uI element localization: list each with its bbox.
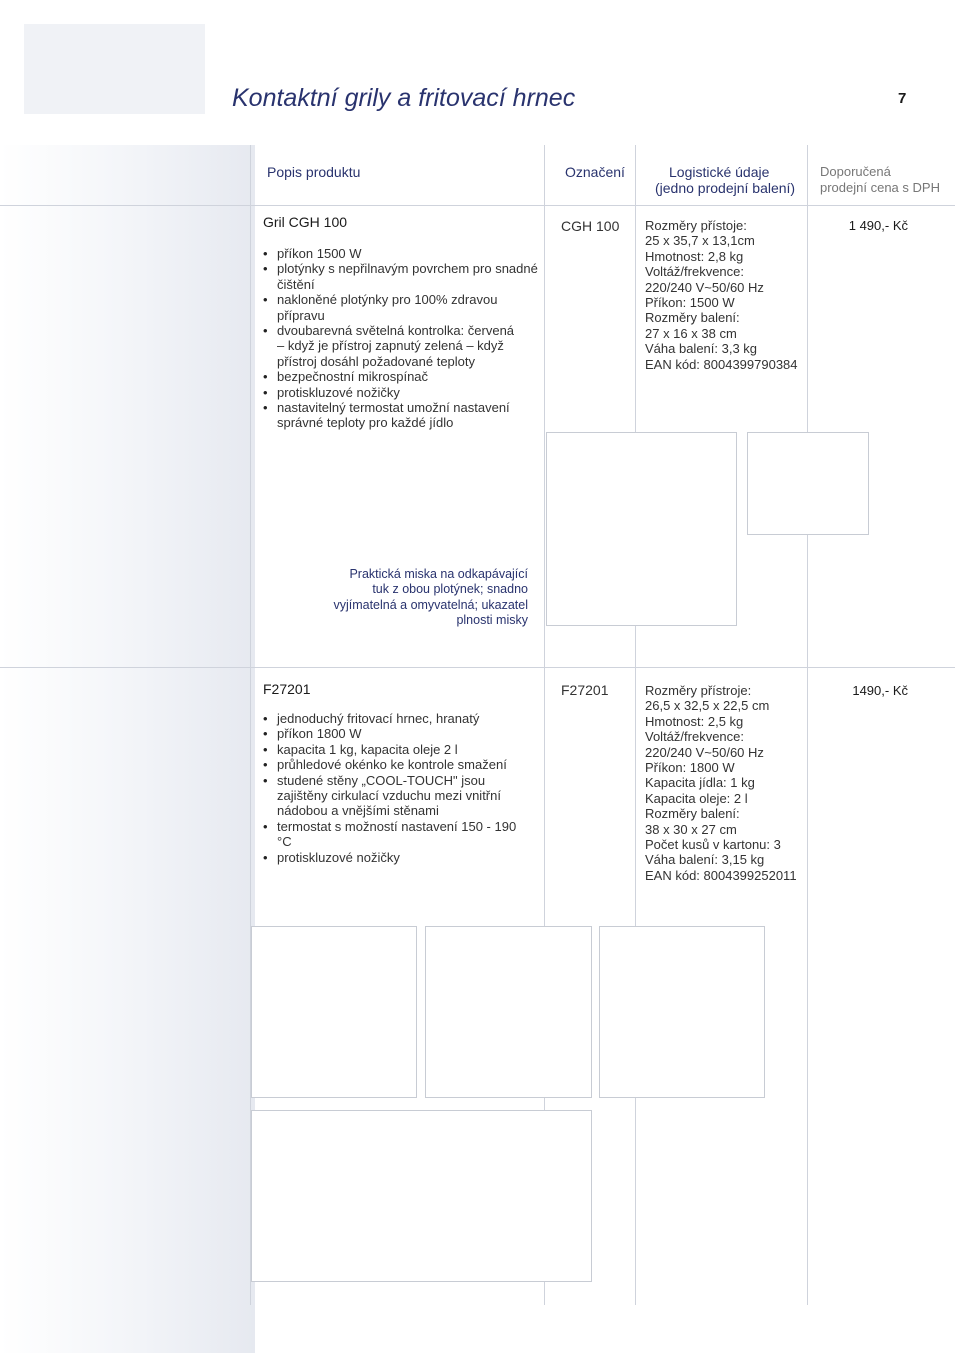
header-divider	[0, 205, 955, 206]
product-photo	[251, 1110, 592, 1282]
logistics-line: Rozměry přístroje:	[645, 683, 752, 698]
feature-item: • plotýnky s nepřilnavým povrchem pro snadné čištění	[263, 261, 538, 292]
product-price: 1490,- Kč	[852, 683, 908, 698]
logistics-line: Rozměry balení:	[645, 806, 740, 822]
product-price: 1 490,- Kč	[848, 218, 908, 233]
side-gradient-panel	[0, 145, 255, 1353]
logistics-line: Voltáž/frekvence:	[645, 729, 744, 745]
feature-item: • nakloněné plotýnky pro 100% zdravou přípravu	[263, 292, 538, 323]
logistics-line: 38 x 30 x 27 cm	[645, 821, 737, 837]
product-photo	[599, 926, 765, 1098]
page-title: Kontaktní grily a fritovací hrnec	[232, 84, 576, 112]
feature-list	[263, 246, 538, 431]
logistics-line: Příkon: 1500 W	[645, 295, 735, 311]
product-photo	[251, 926, 417, 1098]
product-code: F27201	[561, 682, 609, 698]
page-number: 7	[898, 90, 907, 107]
feature-item: • bezpečnostní mikrospínač	[263, 369, 538, 384]
logistics-line: Váha balení: 3,15 kg	[645, 852, 765, 868]
logistics-line: Počet kusů v kartonu: 3	[645, 837, 781, 853]
column-header-price-line2: prodejní cena s DPH	[820, 180, 940, 195]
row-divider	[0, 667, 955, 668]
logistics-line: Váha balení: 3,3 kg	[645, 341, 758, 357]
feature-item: • příkon 1800 W	[263, 726, 533, 741]
logistics-line: 27 x 16 x 38 cm	[645, 325, 737, 341]
logistics-line: Kapacita jídla: 1 kg	[645, 775, 755, 791]
logistics-line: 220/240 V~50/60 Hz	[645, 744, 764, 760]
logo-placeholder	[24, 24, 205, 114]
column-header-product: Popis produktu	[267, 164, 361, 180]
feature-item: • studené stěny „COOL-TOUCH" jsou zajištěny cirkulací vzduchu mezi vnitřní nádobou a vnějšími stěnami	[263, 773, 533, 819]
product-code: CGH 100	[561, 218, 620, 234]
feature-item: • dvoubarevná světelná kontrolka: červená – když je přístroj zapnutý zelená – když přístroj dosáhl požadované teploty	[263, 323, 522, 369]
logistics-line: Hmotnost: 2,5 kg	[645, 713, 744, 729]
logistics-line: 25 x 35,7 x 13,1cm	[645, 233, 755, 249]
product-name: Gril CGH 100	[263, 214, 348, 230]
feature-item: • kapacita 1 kg, kapacita oleje 2 l	[263, 742, 533, 757]
photo-caption: Praktická miska na odkapávající tuk z obou plotýnek; snadno vyjímatelná a omyvatelná; ukazatel plnosti misky	[333, 567, 528, 628]
logistics-line: Hmotnost: 2,8 kg	[645, 248, 744, 264]
logistics-line: Rozměry přístoje:	[645, 218, 747, 233]
logistics-info	[645, 218, 798, 372]
feature-item: • příkon 1500 W	[263, 246, 538, 261]
logistics-line: 26,5 x 32,5 x 22,5 cm	[645, 698, 770, 714]
column-divider	[635, 145, 636, 1305]
logistics-line: Voltáž/frekvence:	[645, 264, 744, 280]
product-photo	[546, 432, 737, 626]
feature-list	[263, 711, 533, 865]
column-divider	[807, 145, 808, 1305]
logistics-line: Kapacita oleje: 2 l	[645, 790, 748, 806]
feature-item: • protiskluzové nožičky	[263, 385, 538, 400]
product-photo	[747, 432, 869, 535]
logistics-info	[645, 683, 797, 883]
column-header-price-line1: Doporučená	[820, 164, 891, 179]
logistics-line: Příkon: 1800 W	[645, 760, 735, 776]
logistics-line: Rozměry balení:	[645, 310, 740, 326]
feature-item: • protiskluzové nožičky	[263, 850, 533, 865]
column-header-logistics-sub: (jedno prodejní balení)	[655, 180, 796, 196]
logistics-line: 220/240 V~50/60 Hz	[645, 279, 764, 295]
logistics-line: EAN kód: 8004399790384	[645, 356, 798, 372]
feature-item: • nastavitelný termostat umožní nastavení správné teploty pro každé jídlo	[263, 400, 538, 431]
feature-item: • průhledové okénko ke kontrole smažení	[263, 757, 533, 772]
column-header-code: Označení	[565, 164, 625, 180]
product-name: F27201	[263, 681, 311, 697]
feature-item: • termostat s možností nastavení 150 - 190 °C	[263, 819, 533, 850]
column-header-logistics: Logistické údaje	[669, 164, 770, 180]
feature-item: • jednoduchý fritovací hrnec, hranatý	[263, 711, 533, 726]
product-photo	[425, 926, 592, 1098]
logistics-line: EAN kód: 8004399252011	[645, 867, 797, 883]
